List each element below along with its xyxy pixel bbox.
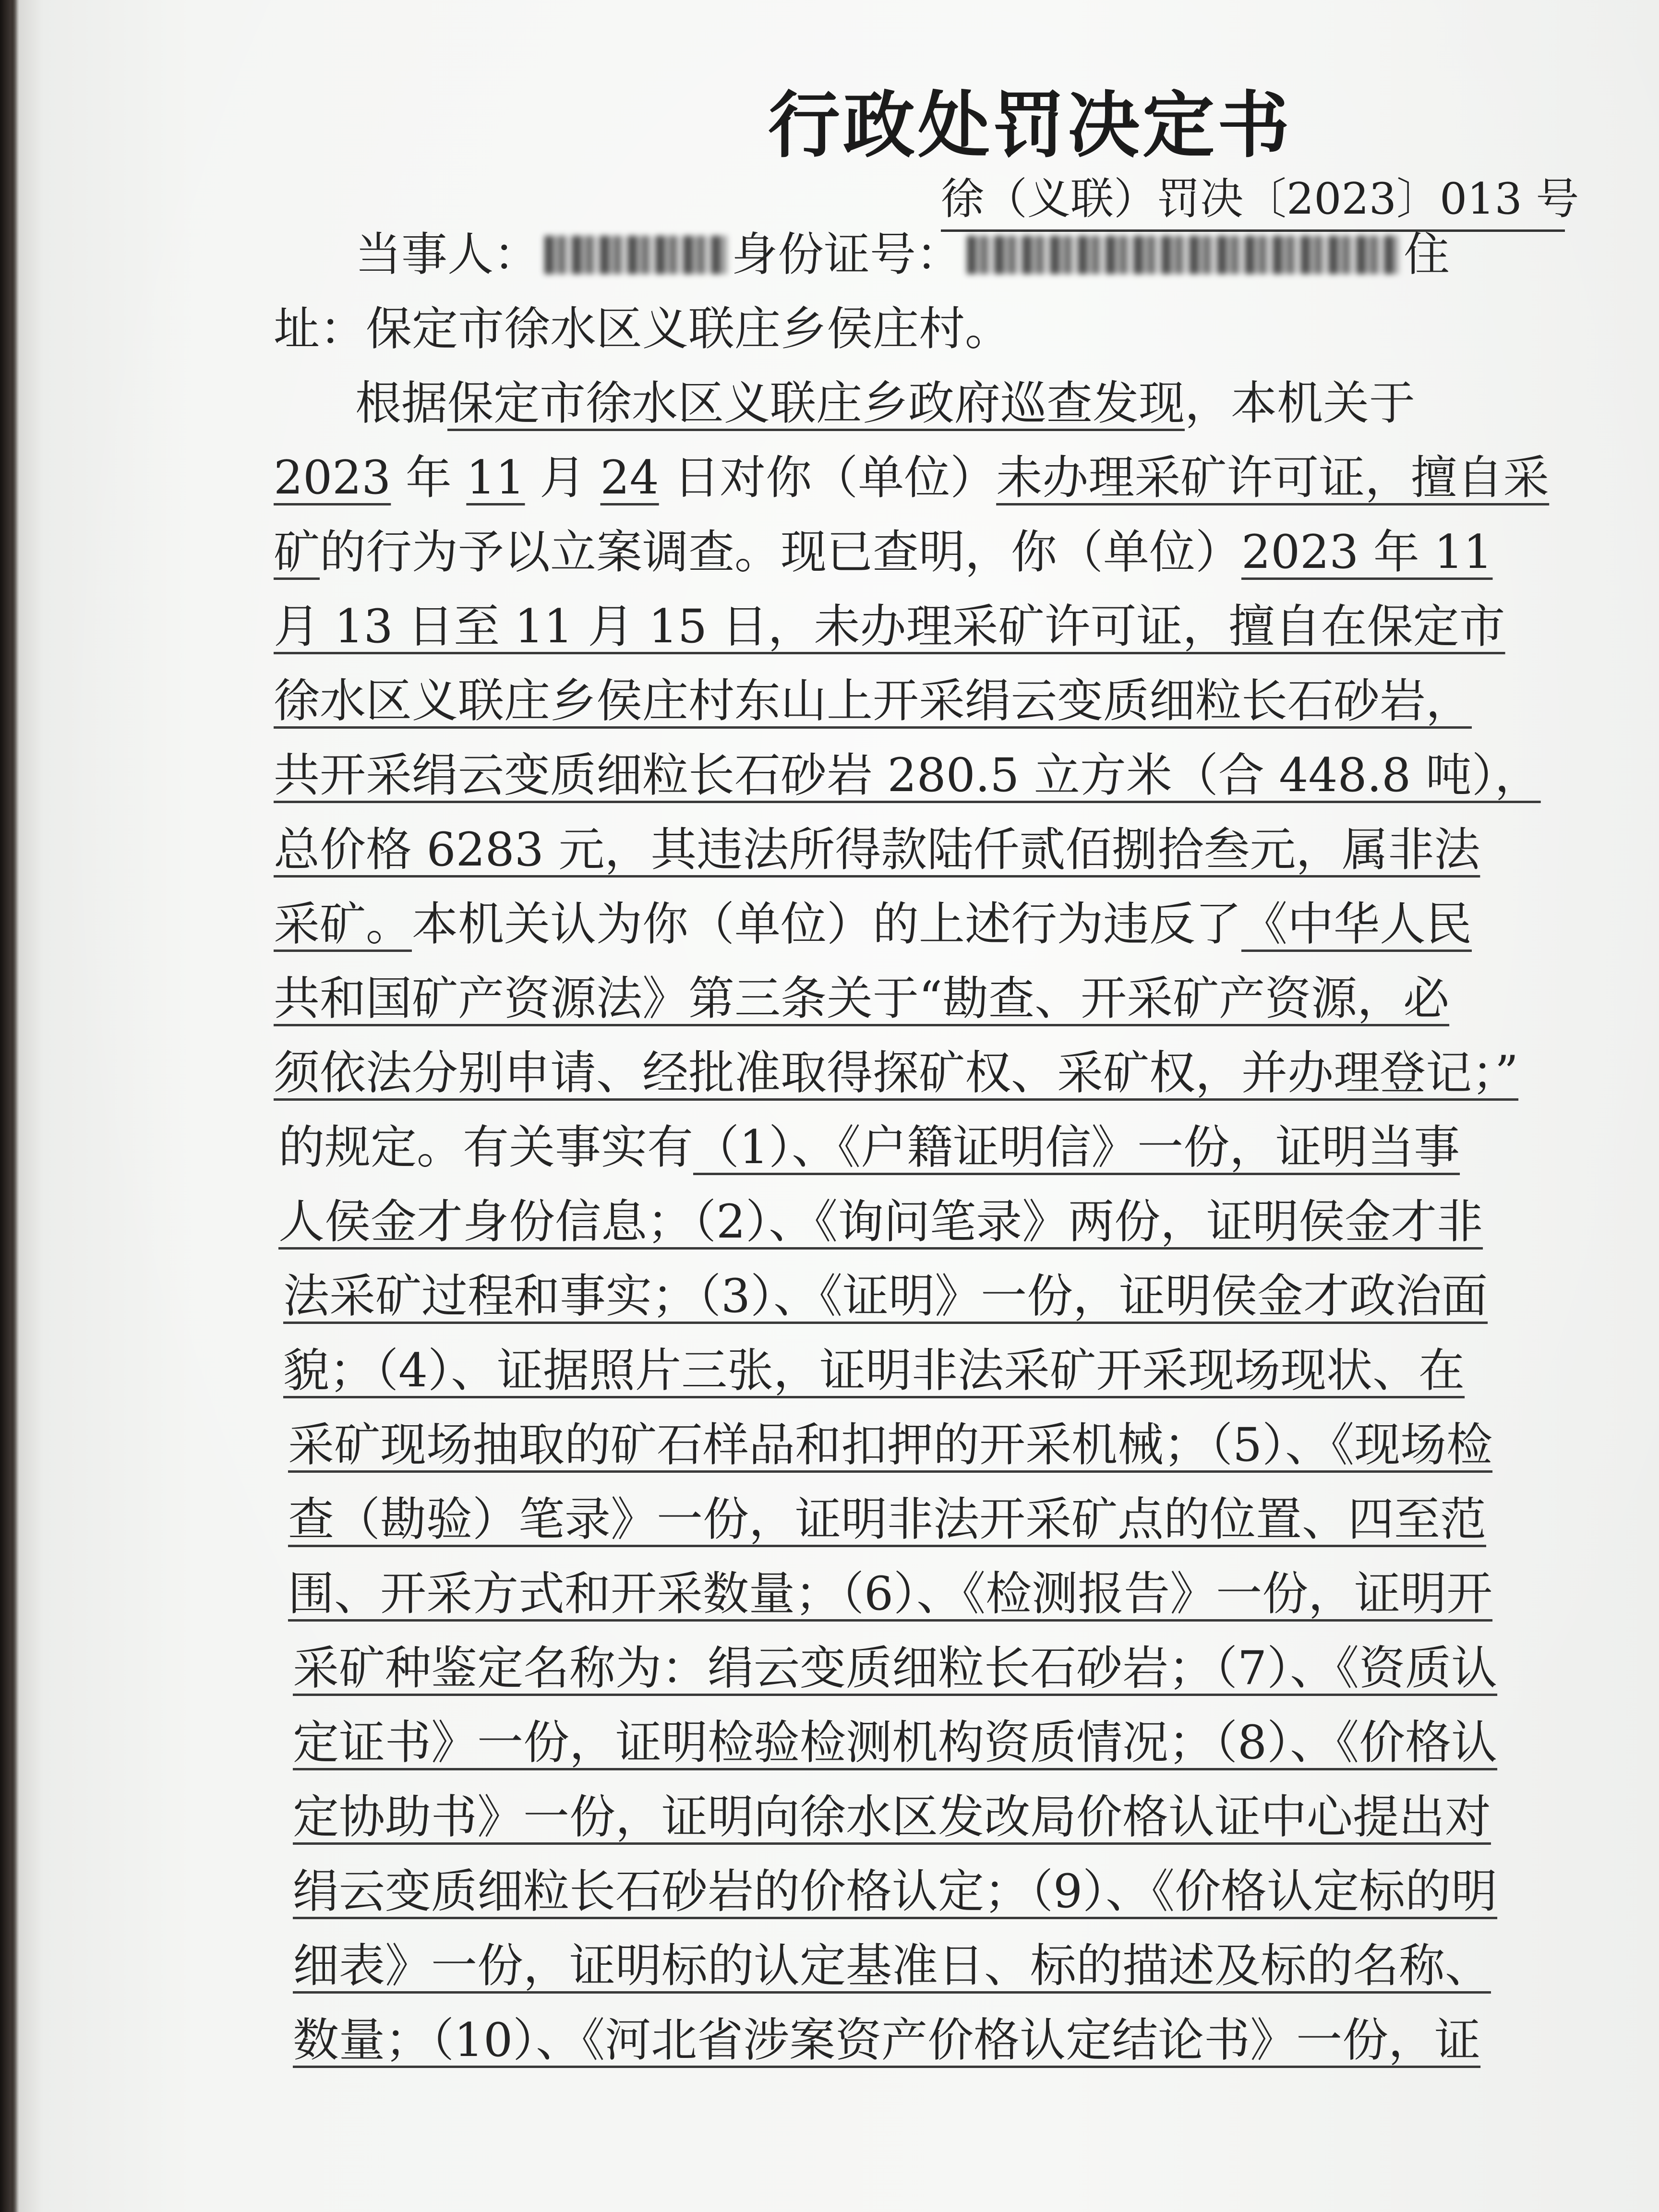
underlined-text: 2023 年 11 xyxy=(1241,525,1493,579)
text-segment: 日对你（单位） xyxy=(659,451,997,505)
redacted-info xyxy=(544,236,727,274)
body-line xyxy=(274,746,1541,804)
underlined-text: 采矿种鉴定名称为：绢云变质细粒长石砂岩；（7）、《资质认 xyxy=(293,1641,1498,1695)
text-segment: 当事人： xyxy=(355,228,540,281)
body-line xyxy=(288,1416,1492,1474)
text-segment: 址：保定市徐水区义联庄乡侯庄村。 xyxy=(274,302,1011,356)
text-segment: 根据 xyxy=(355,376,447,430)
underlined-text: 共和国矿产资源法》第三条关于“勘查、开采矿产资源，必 xyxy=(274,972,1450,1025)
underlined-text: 须依法分别申请、经批准取得探矿权、采矿权，并办理登记；” xyxy=(274,1046,1519,1100)
body-line xyxy=(274,1044,1518,1102)
underlined-text: 数量；（10）、《河北省涉案资产价格认定结论书》一份，证 xyxy=(293,2013,1481,2067)
text-segment: 年 xyxy=(391,451,467,505)
underlined-text: （1）、《户籍证明信》一份，证明当事 xyxy=(693,1120,1460,1174)
underlined-text: 貌；（4）、证据照片三张，证明非法采矿开采现场现状、在 xyxy=(283,1344,1465,1397)
underlined-text: 法采矿过程和事实；（3）、《证明》一份，证明侯金才政治面 xyxy=(283,1269,1488,1323)
body-line xyxy=(293,2011,1480,2069)
body-line xyxy=(283,1267,1488,1325)
underlined-text: 采矿。 xyxy=(274,897,412,951)
underlined-text: 月 13 日至 11 月 15 日，未办理采矿许可证，擅自在保定市 xyxy=(274,600,1505,653)
text-segment: 本机关认为你（单位）的上述行为违反了 xyxy=(412,897,1241,951)
page-edge-shadow xyxy=(0,0,17,2212)
redacted-info xyxy=(967,236,1399,274)
underlined-text: 定协助书》一份，证明向徐水区发改局价格认证中心提出对 xyxy=(293,1790,1491,1844)
underlined-text: 人侯金才身份信息；（2）、《询问笔录》两份，证明侯金才非 xyxy=(278,1195,1483,1249)
body-line xyxy=(293,1863,1497,1920)
body-line xyxy=(293,1639,1497,1697)
text-segment: 的行为予以立案调查。现已查明，你（单位） xyxy=(320,525,1241,579)
body-line xyxy=(288,1491,1486,1548)
paper-page xyxy=(19,0,1659,2212)
body-line xyxy=(274,449,1549,506)
underlined-text: 总价格 6283 元，其违法所得款陆仟贰佰捌拾叁元，属非法 xyxy=(274,823,1480,877)
document-number: 徐（义联）罚决〔2023〕013 号 xyxy=(941,173,1565,232)
body-line xyxy=(274,672,1472,730)
body-line xyxy=(278,1118,1460,1176)
body-line xyxy=(274,523,1493,581)
underlined-text: 未办理采矿许可证，擅自采 xyxy=(996,451,1550,505)
body-line xyxy=(293,1714,1497,1771)
text-segment: ，本机关于 xyxy=(1185,376,1415,430)
body-line xyxy=(355,374,1415,432)
underlined-text: 细表》一份，证明标的认定基准日、标的描述及标的名称、 xyxy=(293,1939,1491,1993)
text-segment: 的规定。有关事实有 xyxy=(278,1120,693,1174)
body-line xyxy=(274,598,1505,655)
body-line xyxy=(274,970,1449,1027)
body-line xyxy=(293,1788,1491,1846)
text-segment: 身份证号： xyxy=(732,228,962,281)
body-line xyxy=(288,1565,1492,1623)
underlined-text: 采矿现场抽取的矿石样品和扣押的开采机械；（5）、《现场检 xyxy=(288,1418,1493,1472)
underlined-text: 查（勘验）笔录》一份，证明非法开采矿点的位置、四至范 xyxy=(288,1492,1486,1546)
body-line xyxy=(274,895,1472,953)
underlined-text: 围、开采方式和开采数量；（6）、《检测报告》一份，证明开 xyxy=(288,1567,1493,1621)
underlined-text: 《中华人民 xyxy=(1241,897,1472,951)
body-line xyxy=(283,1342,1465,1399)
underlined-text: 24 xyxy=(600,451,659,505)
text-segment: 住 xyxy=(1404,228,1450,281)
body-line xyxy=(278,1193,1483,1250)
underlined-text: 绢云变质细粒长石砂岩的价格认定；（9）、《价格认定标的明 xyxy=(293,1864,1498,1918)
underlined-text: 11 xyxy=(466,451,525,505)
document-title: 行政处罚决定书 xyxy=(768,83,1293,168)
text-segment: 月 xyxy=(525,451,601,505)
underlined-text: 保定市徐水区义联庄乡政府巡查发现 xyxy=(447,376,1185,430)
underlined-text: 定证书》一份，证明检验检测机构资质情况；（8）、《价格认 xyxy=(293,1716,1498,1769)
body-line xyxy=(293,1937,1491,1995)
body-line xyxy=(274,821,1480,878)
underlined-text: 矿 xyxy=(274,525,320,579)
body-line xyxy=(274,300,1011,358)
underlined-text: 2023 xyxy=(274,451,391,505)
body-line xyxy=(355,226,1450,283)
underlined-text: 共开采绢云变质细粒长石砂岩 280.5 立方米（合 448.8 吨）， xyxy=(274,748,1541,802)
underlined-text: 徐水区义联庄乡侯庄村东山上开采绢云变质细粒长石砂岩， xyxy=(274,674,1472,728)
